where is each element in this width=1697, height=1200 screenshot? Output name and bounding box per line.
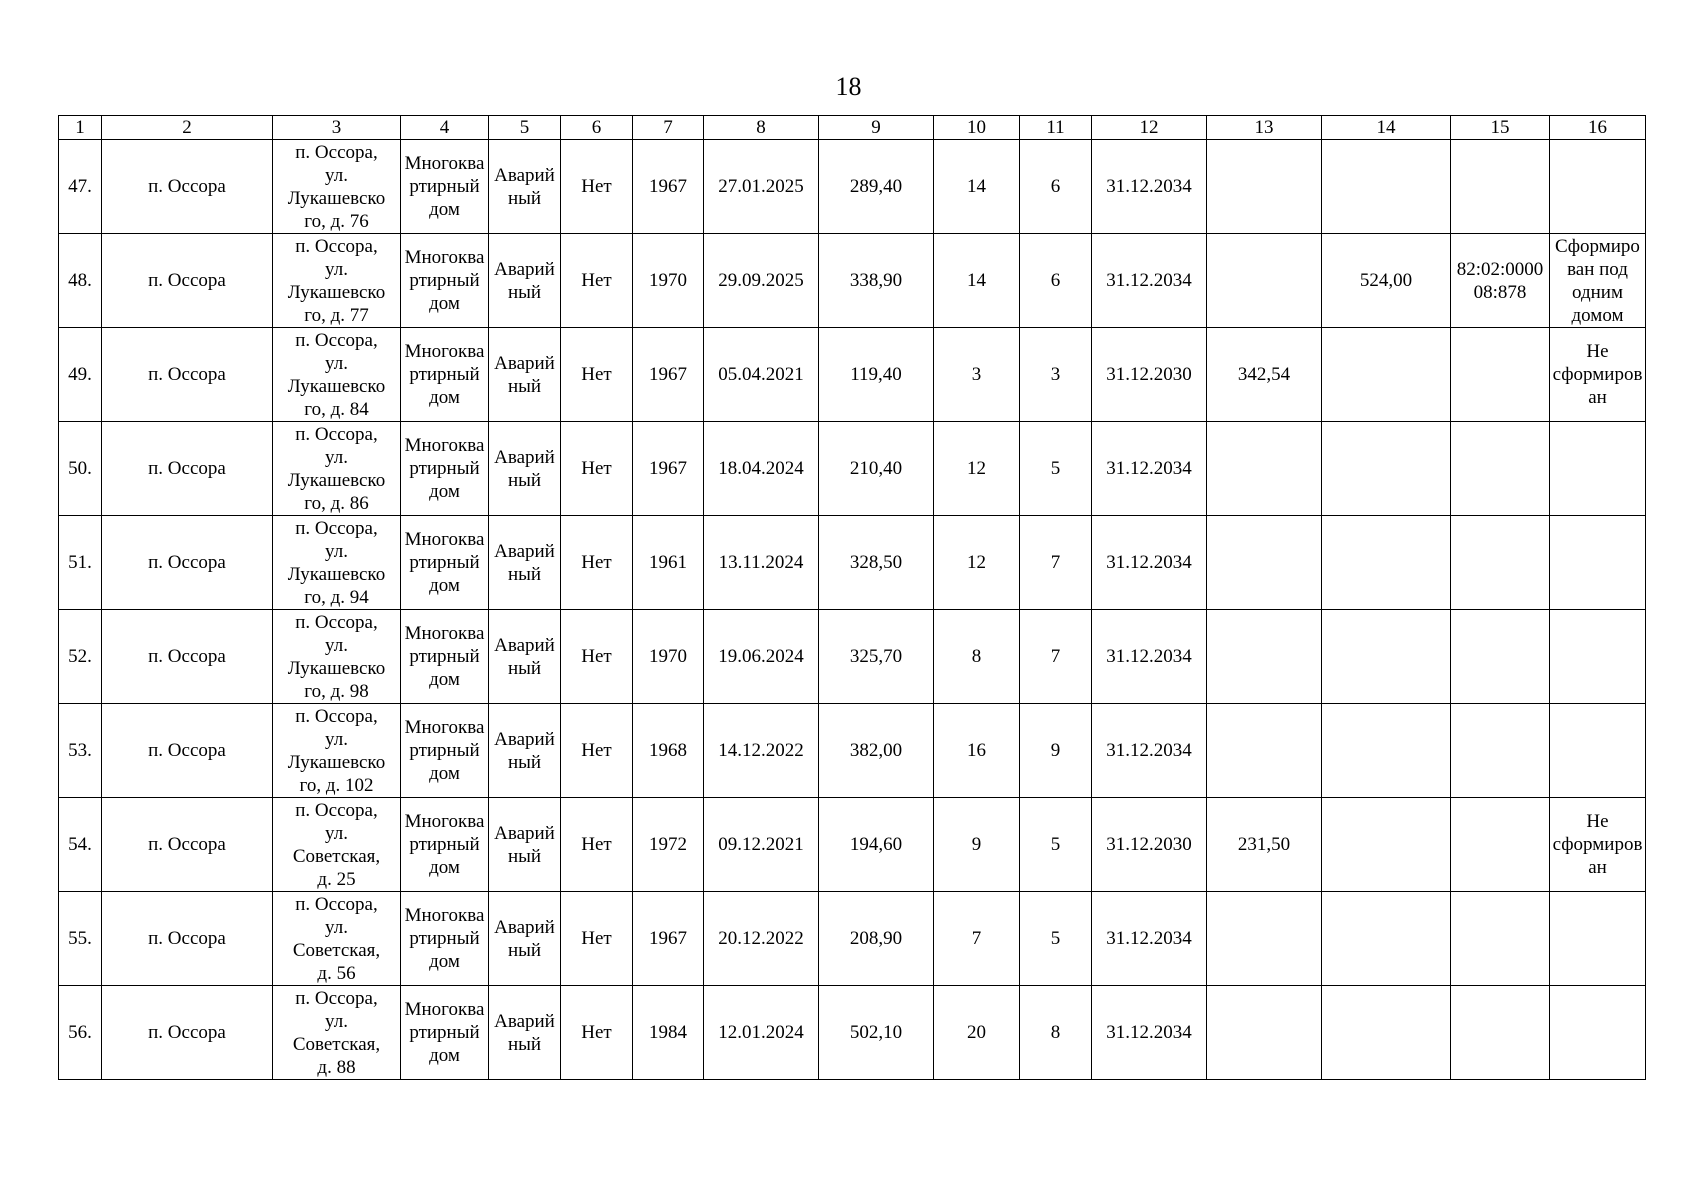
- building-type-cell-line: Многоква: [404, 247, 485, 268]
- condition-cell-line: ный: [507, 187, 542, 209]
- area-cell: 210,40: [819, 422, 934, 516]
- address-cell-line: п. Оссора,: [295, 517, 378, 539]
- resettlement-deadline-cell: 31.12.2034: [1092, 986, 1207, 1080]
- address-cell-line: ул.: [325, 916, 348, 938]
- address-cell-line: д. 88: [317, 1056, 356, 1078]
- condition-cell-line: Аварий: [494, 1010, 555, 1032]
- address-cell: [273, 892, 401, 986]
- cadastral-number-cell: [1451, 704, 1550, 798]
- address-cell-line: п. Оссора,: [295, 235, 378, 257]
- land-plot-status-cell-line: сформиров: [1552, 834, 1643, 855]
- address-cell-line: го, д. 77: [304, 304, 369, 326]
- resettlement-deadline-cell: 31.12.2034: [1092, 234, 1207, 328]
- resettlement-deadline-cell: 31.12.2034: [1092, 892, 1207, 986]
- condition-cell-line: ный: [507, 751, 542, 773]
- building-type-cell-line: ртирный: [409, 364, 480, 385]
- column-14-cell: [1322, 140, 1451, 234]
- year-built-cell: 1967: [633, 422, 704, 516]
- condition-cell: [489, 328, 561, 422]
- area-cell: 328,50: [819, 516, 934, 610]
- housing-registry-table: [58, 115, 1646, 1080]
- cadastral-number-cell: [1451, 610, 1550, 704]
- land-plot-status-cell-line: Сформиро: [1555, 235, 1640, 257]
- address-cell: [273, 422, 401, 516]
- settlement-cell: п. Оссора: [102, 140, 273, 234]
- building-type-cell-line: ртирный: [409, 458, 480, 479]
- condition-cell: [489, 892, 561, 986]
- address-cell-line: Лукашевско: [287, 469, 386, 491]
- recognition-date-cell: 09.12.2021: [704, 798, 819, 892]
- address-cell-line: п. Оссора,: [295, 329, 378, 351]
- column-14-cell: [1322, 798, 1451, 892]
- address-cell-line: го, д. 102: [299, 774, 374, 796]
- settlement-cell: п. Оссора: [102, 704, 273, 798]
- condition-cell-line: Аварий: [494, 728, 555, 750]
- column-6-cell: Нет: [561, 610, 633, 704]
- land-plot-status-cell: [1550, 328, 1646, 422]
- land-plot-status-cell-line: ан: [1588, 857, 1607, 878]
- address-cell-line: Лукашевско: [287, 281, 386, 303]
- table-row: [59, 140, 1646, 234]
- year-built-cell: 1967: [633, 328, 704, 422]
- address-cell-line: Лукашевско: [287, 657, 386, 679]
- column-14-cell: [1322, 516, 1451, 610]
- building-type-cell-line: ртирный: [409, 646, 480, 667]
- column-11-cell: 9: [1020, 704, 1092, 798]
- settlement-cell: п. Оссора: [102, 892, 273, 986]
- cadastral-number-cell-line: 08:878: [1473, 281, 1527, 303]
- column-13-cell: [1207, 610, 1322, 704]
- address-cell-line: Лукашевско: [287, 751, 386, 773]
- building-type-cell: [401, 610, 489, 704]
- address-cell-line: ул.: [325, 822, 348, 844]
- building-type-cell-line: ртирный: [409, 270, 480, 291]
- area-cell: 289,40: [819, 140, 934, 234]
- address-cell-line: ул.: [325, 352, 348, 374]
- address-cell-line: Лукашевско: [287, 187, 386, 209]
- resettlement-deadline-cell: 31.12.2034: [1092, 704, 1207, 798]
- column-number: 4: [401, 116, 489, 140]
- column-14-cell: [1322, 610, 1451, 704]
- recognition-date-cell: 12.01.2024: [704, 986, 819, 1080]
- condition-cell: [489, 140, 561, 234]
- condition-cell-line: Аварий: [494, 634, 555, 656]
- column-14-cell: [1322, 704, 1451, 798]
- row-number-cell: 56.: [59, 986, 102, 1080]
- building-type-cell-line: ртирный: [409, 928, 480, 949]
- land-plot-status-cell-line: домом: [1571, 304, 1624, 326]
- building-type-cell-line: Многоква: [404, 623, 485, 644]
- address-cell-line: п. Оссора,: [295, 987, 378, 1009]
- land-plot-status-cell: [1550, 234, 1646, 328]
- year-built-cell: 1967: [633, 892, 704, 986]
- column-number: 6: [561, 116, 633, 140]
- year-built-cell: 1972: [633, 798, 704, 892]
- building-type-cell-line: Многоква: [404, 811, 485, 832]
- row-number-cell: 54.: [59, 798, 102, 892]
- address-cell-line: п. Оссора,: [295, 799, 378, 821]
- land-plot-status-cell: [1550, 516, 1646, 610]
- address-cell-line: ул.: [325, 728, 348, 750]
- column-6-cell: Нет: [561, 798, 633, 892]
- column-number: 15: [1451, 116, 1550, 140]
- land-plot-status-cell: [1550, 610, 1646, 704]
- column-6-cell: Нет: [561, 892, 633, 986]
- address-cell: [273, 798, 401, 892]
- column-number: 5: [489, 116, 561, 140]
- land-plot-status-cell-line: ан: [1588, 387, 1607, 408]
- column-10-cell: 14: [934, 140, 1020, 234]
- row-number-cell: 51.: [59, 516, 102, 610]
- address-cell-line: ул.: [325, 164, 348, 186]
- address-cell-line: п. Оссора,: [295, 141, 378, 163]
- land-plot-status-cell: [1550, 704, 1646, 798]
- settlement-cell: п. Оссора: [102, 798, 273, 892]
- column-number: 8: [704, 116, 819, 140]
- table-row: [59, 610, 1646, 704]
- area-cell: 338,90: [819, 234, 934, 328]
- recognition-date-cell: 13.11.2024: [704, 516, 819, 610]
- row-number-cell: 47.: [59, 140, 102, 234]
- year-built-cell: 1970: [633, 234, 704, 328]
- table-row: [59, 704, 1646, 798]
- condition-cell-line: Аварий: [494, 258, 555, 280]
- land-plot-status-cell-line: Не: [1586, 341, 1609, 362]
- column-6-cell: Нет: [561, 986, 633, 1080]
- land-plot-status-cell: [1550, 140, 1646, 234]
- address-cell: [273, 986, 401, 1080]
- row-number-cell: 53.: [59, 704, 102, 798]
- address-cell-line: го, д. 76: [304, 210, 369, 232]
- building-type-cell: [401, 798, 489, 892]
- table-row: [59, 234, 1646, 328]
- column-6-cell: Нет: [561, 140, 633, 234]
- building-type-cell: [401, 234, 489, 328]
- building-type-cell-line: дом: [429, 293, 460, 314]
- building-type-cell-line: дом: [429, 575, 460, 596]
- cadastral-number-cell: [1451, 328, 1550, 422]
- building-type-cell-line: Многоква: [404, 717, 485, 738]
- address-cell-line: Лукашевско: [287, 563, 386, 585]
- condition-cell-line: ный: [507, 657, 542, 679]
- address-cell-line: ул.: [325, 540, 348, 562]
- column-13-cell: [1207, 140, 1322, 234]
- building-type-cell-line: дом: [429, 199, 460, 220]
- column-13-cell: 231,50: [1207, 798, 1322, 892]
- address-cell-line: Советская,: [292, 845, 381, 867]
- building-type-cell-line: Многоква: [404, 153, 485, 174]
- building-type-cell-line: Многоква: [404, 905, 485, 926]
- building-type-cell-line: Многоква: [404, 341, 485, 362]
- resettlement-deadline-cell: 31.12.2034: [1092, 422, 1207, 516]
- address-cell-line: ул.: [325, 446, 348, 468]
- column-11-cell: 6: [1020, 140, 1092, 234]
- condition-cell: [489, 610, 561, 704]
- recognition-date-cell: 14.12.2022: [704, 704, 819, 798]
- settlement-cell: п. Оссора: [102, 516, 273, 610]
- building-type-cell: [401, 704, 489, 798]
- area-cell: 119,40: [819, 328, 934, 422]
- recognition-date-cell: 19.06.2024: [704, 610, 819, 704]
- column-number: 9: [819, 116, 934, 140]
- column-13-cell: [1207, 516, 1322, 610]
- condition-cell: [489, 798, 561, 892]
- address-cell-line: п. Оссора,: [295, 705, 378, 727]
- land-plot-status-cell-line: сформиров: [1552, 364, 1643, 385]
- year-built-cell: 1961: [633, 516, 704, 610]
- address-cell-line: ул.: [325, 258, 348, 280]
- address-cell-line: Лукашевско: [287, 375, 386, 397]
- recognition-date-cell: 05.04.2021: [704, 328, 819, 422]
- condition-cell-line: Аварий: [494, 540, 555, 562]
- building-type-cell-line: дом: [429, 763, 460, 784]
- address-cell-line: ул.: [325, 634, 348, 656]
- column-11-cell: 7: [1020, 516, 1092, 610]
- condition-cell-line: ный: [507, 563, 542, 585]
- area-cell: 325,70: [819, 610, 934, 704]
- row-number-cell: 55.: [59, 892, 102, 986]
- row-number-cell: 50.: [59, 422, 102, 516]
- table-row: [59, 328, 1646, 422]
- row-number-cell: 49.: [59, 328, 102, 422]
- building-type-cell: [401, 892, 489, 986]
- column-number: 14: [1322, 116, 1451, 140]
- column-13-cell: [1207, 986, 1322, 1080]
- condition-cell: [489, 234, 561, 328]
- cadastral-number-cell: [1451, 892, 1550, 986]
- column-number: 1: [59, 116, 102, 140]
- cadastral-number-cell: [1451, 798, 1550, 892]
- column-6-cell: Нет: [561, 234, 633, 328]
- table-row: [59, 986, 1646, 1080]
- column-10-cell: 7: [934, 892, 1020, 986]
- land-plot-status-cell: [1550, 798, 1646, 892]
- land-plot-status-cell: [1550, 422, 1646, 516]
- address-cell: [273, 704, 401, 798]
- condition-cell-line: ный: [507, 469, 542, 491]
- column-number: 3: [273, 116, 401, 140]
- condition-cell: [489, 516, 561, 610]
- building-type-cell-line: Многоква: [404, 999, 485, 1020]
- recognition-date-cell: 27.01.2025: [704, 140, 819, 234]
- land-plot-status-cell-line: ван под: [1567, 258, 1628, 280]
- column-14-cell: [1322, 328, 1451, 422]
- column-14-cell: [1322, 422, 1451, 516]
- cadastral-number-cell: [1451, 140, 1550, 234]
- building-type-cell: [401, 140, 489, 234]
- column-number: 16: [1550, 116, 1646, 140]
- address-cell: [273, 610, 401, 704]
- column-number: 7: [633, 116, 704, 140]
- building-type-cell-line: дом: [429, 857, 460, 878]
- cadastral-number-cell: [1451, 516, 1550, 610]
- year-built-cell: 1967: [633, 140, 704, 234]
- column-11-cell: 5: [1020, 422, 1092, 516]
- column-6-cell: Нет: [561, 328, 633, 422]
- resettlement-deadline-cell: 31.12.2034: [1092, 516, 1207, 610]
- recognition-date-cell: 18.04.2024: [704, 422, 819, 516]
- table-row: [59, 516, 1646, 610]
- column-14-cell: [1322, 986, 1451, 1080]
- column-10-cell: 12: [934, 422, 1020, 516]
- column-11-cell: 3: [1020, 328, 1092, 422]
- column-13-cell: [1207, 704, 1322, 798]
- resettlement-deadline-cell: 31.12.2034: [1092, 610, 1207, 704]
- year-built-cell: 1970: [633, 610, 704, 704]
- building-type-cell-line: ртирный: [409, 176, 480, 197]
- column-number: 2: [102, 116, 273, 140]
- building-type-cell-line: ртирный: [409, 552, 480, 573]
- column-14-cell: [1322, 892, 1451, 986]
- table-row: [59, 422, 1646, 516]
- building-type-cell-line: Многоква: [404, 529, 485, 550]
- condition-cell-line: Аварий: [494, 164, 555, 186]
- column-13-cell: 342,54: [1207, 328, 1322, 422]
- condition-cell: [489, 422, 561, 516]
- land-plot-status-cell-line: Не: [1586, 811, 1609, 832]
- column-11-cell: 5: [1020, 892, 1092, 986]
- page-number: 18: [835, 72, 862, 101]
- settlement-cell: п. Оссора: [102, 986, 273, 1080]
- building-type-cell: [401, 986, 489, 1080]
- address-cell-line: го, д. 98: [304, 680, 369, 702]
- area-cell: 502,10: [819, 986, 934, 1080]
- condition-cell-line: ный: [507, 281, 542, 303]
- address-cell-line: ул.: [325, 1010, 348, 1032]
- address-cell-line: д. 56: [317, 962, 356, 984]
- building-type-cell: [401, 516, 489, 610]
- condition-cell-line: ный: [507, 939, 542, 961]
- condition-cell-line: ный: [507, 375, 542, 397]
- column-10-cell: 3: [934, 328, 1020, 422]
- condition-cell-line: Аварий: [494, 822, 555, 844]
- condition-cell-line: ный: [507, 845, 542, 867]
- area-cell: 382,00: [819, 704, 934, 798]
- table-body: [59, 116, 1646, 1080]
- condition-cell-line: Аварий: [494, 916, 555, 938]
- column-13-cell: [1207, 892, 1322, 986]
- column-6-cell: Нет: [561, 516, 633, 610]
- column-6-cell: Нет: [561, 422, 633, 516]
- row-number-cell: 48.: [59, 234, 102, 328]
- building-type-cell-line: дом: [429, 387, 460, 408]
- address-cell: [273, 328, 401, 422]
- address-cell-line: го, д. 86: [304, 492, 369, 514]
- table-row: [59, 892, 1646, 986]
- recognition-date-cell: 29.09.2025: [704, 234, 819, 328]
- column-number: 11: [1020, 116, 1092, 140]
- building-type-cell-line: дом: [429, 951, 460, 972]
- column-11-cell: 8: [1020, 986, 1092, 1080]
- settlement-cell: п. Оссора: [102, 234, 273, 328]
- building-type-cell-line: дом: [429, 481, 460, 502]
- land-plot-status-cell: [1550, 892, 1646, 986]
- address-cell: [273, 234, 401, 328]
- row-number-cell: 52.: [59, 610, 102, 704]
- building-type-cell-line: ртирный: [409, 1022, 480, 1043]
- address-cell-line: д. 25: [317, 868, 356, 890]
- area-cell: 194,60: [819, 798, 934, 892]
- column-11-cell: 7: [1020, 610, 1092, 704]
- year-built-cell: 1968: [633, 704, 704, 798]
- building-type-cell-line: ртирный: [409, 740, 480, 761]
- cadastral-number-cell: [1451, 986, 1550, 1080]
- column-10-cell: 12: [934, 516, 1020, 610]
- condition-cell-line: Аварий: [494, 446, 555, 468]
- cadastral-number-cell-line: 82:02:0000: [1456, 258, 1544, 280]
- area-cell: 208,90: [819, 892, 934, 986]
- column-number: 13: [1207, 116, 1322, 140]
- condition-cell: [489, 986, 561, 1080]
- column-number-row: [59, 116, 1646, 140]
- column-10-cell: 14: [934, 234, 1020, 328]
- table-row: [59, 798, 1646, 892]
- settlement-cell: п. Оссора: [102, 328, 273, 422]
- settlement-cell: п. Оссора: [102, 610, 273, 704]
- address-cell-line: Советская,: [292, 939, 381, 961]
- resettlement-deadline-cell: 31.12.2030: [1092, 328, 1207, 422]
- land-plot-status-cell-line: одним: [1572, 281, 1623, 303]
- cadastral-number-cell: [1451, 422, 1550, 516]
- building-type-cell-line: ртирный: [409, 834, 480, 855]
- building-type-cell: [401, 422, 489, 516]
- condition-cell-line: Аварий: [494, 352, 555, 374]
- column-10-cell: 9: [934, 798, 1020, 892]
- cadastral-number-cell: [1451, 234, 1550, 328]
- resettlement-deadline-cell: 31.12.2030: [1092, 798, 1207, 892]
- column-10-cell: 8: [934, 610, 1020, 704]
- settlement-cell: п. Оссора: [102, 422, 273, 516]
- column-10-cell: 20: [934, 986, 1020, 1080]
- condition-cell: [489, 704, 561, 798]
- address-cell-line: п. Оссора,: [295, 423, 378, 445]
- address-cell-line: го, д. 94: [304, 586, 369, 608]
- building-type-cell-line: дом: [429, 669, 460, 690]
- column-11-cell: 6: [1020, 234, 1092, 328]
- year-built-cell: 1984: [633, 986, 704, 1080]
- address-cell: [273, 516, 401, 610]
- column-number: 12: [1092, 116, 1207, 140]
- recognition-date-cell: 20.12.2022: [704, 892, 819, 986]
- address-cell-line: го, д. 84: [304, 398, 369, 420]
- address-cell-line: Советская,: [292, 1033, 381, 1055]
- column-13-cell: [1207, 422, 1322, 516]
- column-11-cell: 5: [1020, 798, 1092, 892]
- column-14-cell: 524,00: [1322, 234, 1451, 328]
- column-number: 10: [934, 116, 1020, 140]
- address-cell-line: п. Оссора,: [295, 893, 378, 915]
- building-type-cell-line: дом: [429, 1045, 460, 1066]
- address-cell-line: п. Оссора,: [295, 611, 378, 633]
- condition-cell-line: ный: [507, 1033, 542, 1055]
- building-type-cell-line: Многоква: [404, 435, 485, 456]
- resettlement-deadline-cell: 31.12.2034: [1092, 140, 1207, 234]
- building-type-cell: [401, 328, 489, 422]
- address-cell: [273, 140, 401, 234]
- column-10-cell: 16: [934, 704, 1020, 798]
- land-plot-status-cell: [1550, 986, 1646, 1080]
- column-6-cell: Нет: [561, 704, 633, 798]
- column-13-cell: [1207, 234, 1322, 328]
